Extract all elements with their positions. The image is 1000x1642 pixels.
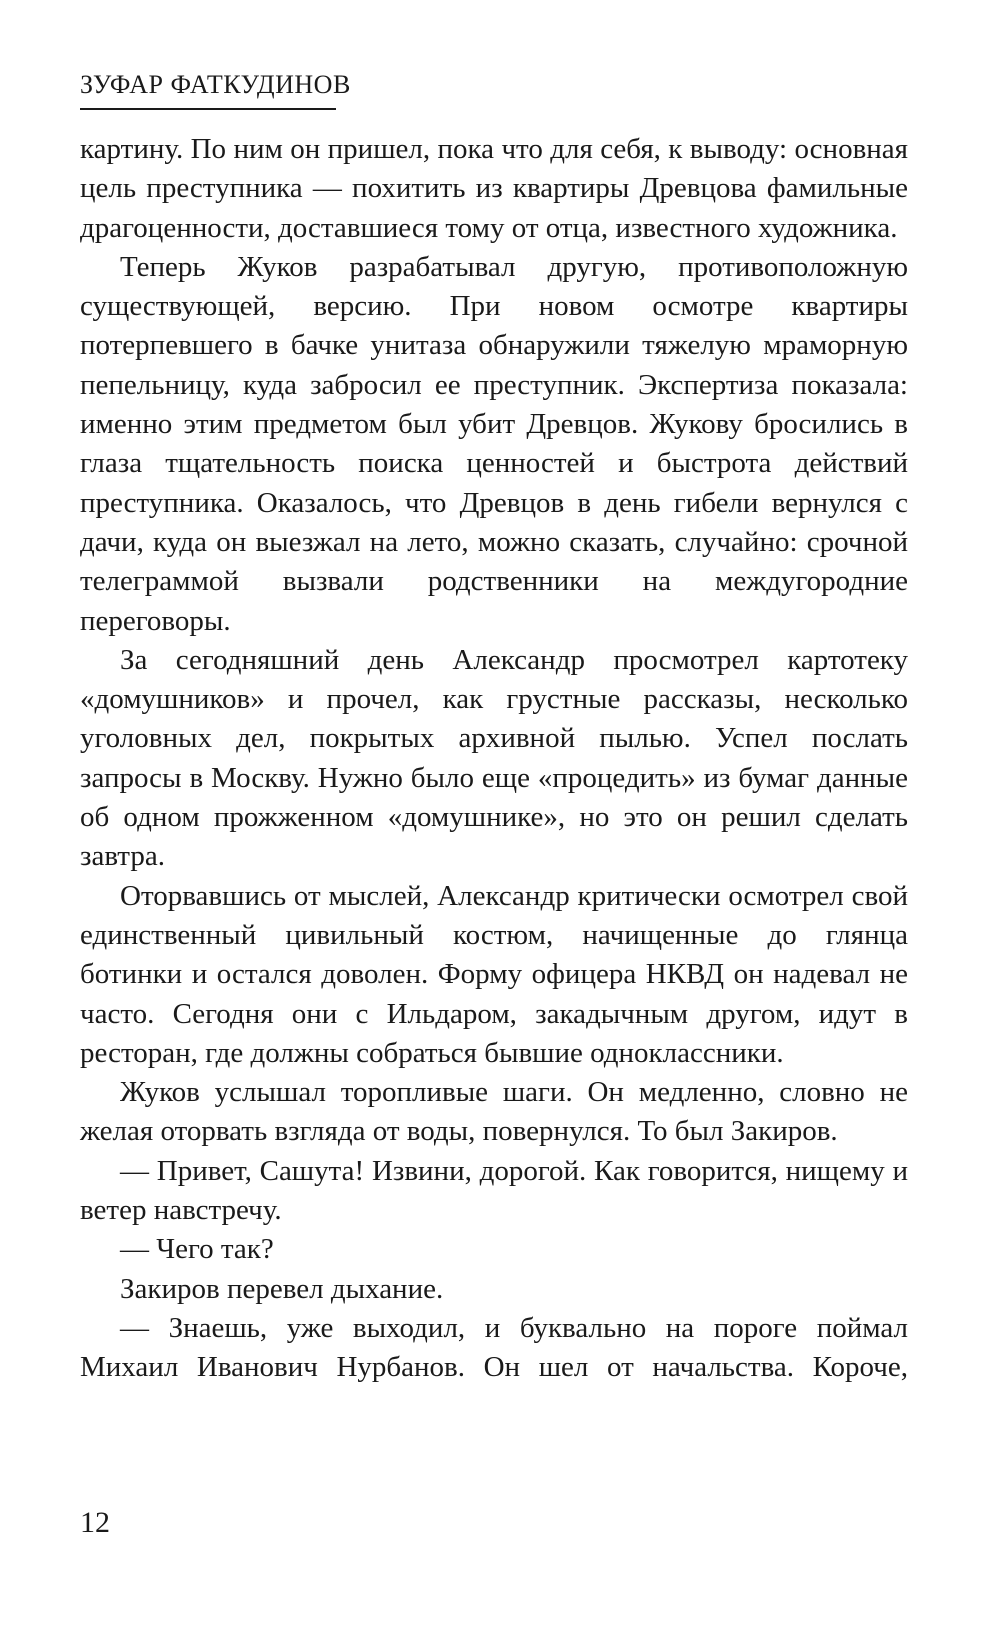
running-head: ЗУФАР ФАТКУДИНОВ (80, 70, 351, 99)
dialogue-line-1: — Привет, Сашута! Извини, дорогой. Как говорится, нищему и ветер навстречу. (80, 1154, 908, 1227)
paragraph-3: За сегодняшний день Александр просмотрел картотеку «домушников» и прочел, как грустные рассказы, несколько уголовных дел, покрытых архивной пылью. Успел послать запросы в Москву. Нужно было еще «процедить» из бумаг данные об одном прожженном «домушнике», но это он решил сделать завтра. (80, 643, 908, 873)
paragraph-2: Теперь Жуков разрабатывал другую, противоположную существующей, версию. При новом осмотре квартиры потерпевшего в бачке унитаза обнаружили тяжелую мраморную пепельницу, куда забросил ее преступник. Экспертиза показала: именно этим предметом был убит Древцов. Жукову бросились в глаза тщательность поиска ценностей и быстрота действий преступника. Оказалось, что Древцов в день гибели вернулся с дачи, куда он выезжал на лето, можно сказать, случайно: срочной телеграммой вызвали родственники на междугородние переговоры. (80, 250, 908, 637)
paragraph-1: картину. По ним он пришел, пока что для себя, к выводу: основная цель преступника — похитить из квартиры Древцова фамильные драгоценности, доставшиеся тому от отца, известного художника. (80, 133, 908, 244)
body-text (80, 130, 908, 1388)
dialogue-line-3: — Знаешь, уже выходил, и буквально на пороге поймал Михаил Иванович Нурбанов. Он шел от начальства. Короче, (80, 1311, 908, 1384)
running-head-rule (80, 108, 336, 110)
dialogue-line-2: — Чего так? (120, 1233, 274, 1266)
paragraph-4: Оторвавшись от мыслей, Александр критически осмотрел свой единственный цивильный костюм, начищенные до глянца ботинки и остался доволен. Форму офицера НКВД он надевал не часто. Сегодня они с Ильдаром, закадычным другом, идут в ресторан, где должны собраться бывшие одноклассники. (80, 879, 908, 1069)
paragraph-6: Закиров перевел дыхание. (120, 1272, 444, 1305)
paragraph-5: Жуков услышал торопливые шаги. Он медленно, словно не желая оторвать взгляда от воды, повернулся. То был Закиров. (80, 1076, 908, 1148)
page-number: 12 (80, 1506, 110, 1539)
